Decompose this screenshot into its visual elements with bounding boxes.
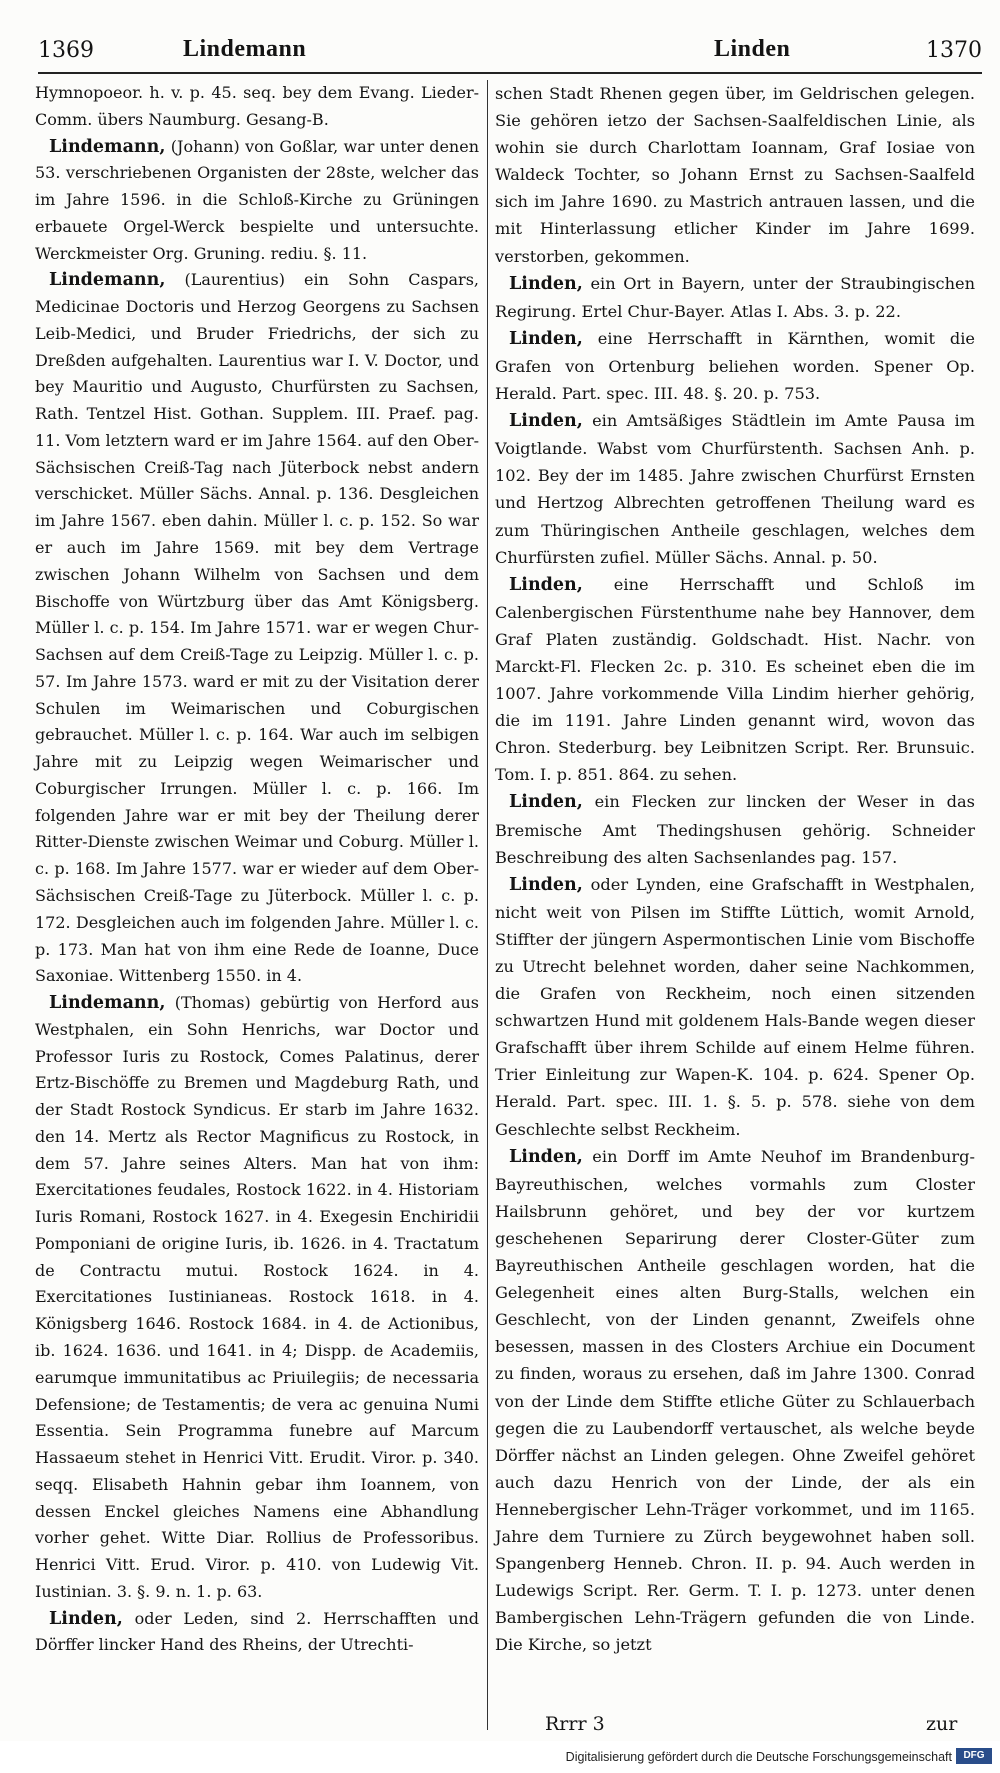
digitization-footer	[0, 1741, 1000, 1773]
header-rule	[38, 72, 982, 74]
entry-paragraph	[35, 267, 479, 990]
entry-text: ein Flecken zur lincken der Weser in das Bremische Amt Thedingshusen gehörig. Schneider Beschreibung des alten Sachsenlandes pag. 157.	[495, 792, 975, 867]
entry-headword: Linden,	[509, 411, 583, 432]
header-catchword-right: Linden	[714, 36, 791, 62]
entry-paragraph	[35, 990, 479, 1606]
right-column	[495, 80, 975, 1658]
entry-paragraph	[35, 80, 479, 134]
entry-paragraph	[495, 80, 975, 270]
entry-text: ein Ort in Bayern, unter der Straubingischen Regirung. Ertel Chur-Bayer. Atlas I. Abs. 3. p. 22.	[495, 273, 975, 321]
entry-text: oder Lynden, eine Grafschafft in Westphalen, nicht weit von Pilsen im Stiffte Lüttich, womit Arnold, Stiffter der jüngern Aspermontischen Linie vom Bischoffe zu Utrecht belehnet worden, daher seine Nachkommen, die Grafen von Reckheim, noch einen sitzenden schwartzen Hund mit goldenem Hals-Bande wegen dieser Grafschafft über ihrem Schilde auf einem Helme führen. Trier Einleitung zur Wapen-K. 104. p. 624. Spener Op. Herald. Part. spec. III. 1. §. 5. p. 578. siehe von dem Geschlechte selbst Reckheim.	[495, 874, 975, 1139]
entry-headword: Lindemann,	[49, 270, 166, 291]
entry-paragraph	[495, 325, 975, 407]
entry-headword: Lindemann,	[49, 993, 166, 1014]
entry-headword: Lindemann,	[49, 136, 166, 157]
entry-paragraph	[495, 270, 975, 325]
page-number-left: 1369	[38, 38, 94, 63]
entry-text: Hymnopoeor. h. v. p. 45. seq. bey dem Evang. Lieder-Comm. übers Naumburg. Gesang-B.	[35, 83, 479, 129]
entry-headword: Linden,	[509, 574, 583, 595]
dfg-logo: DFG	[956, 1748, 992, 1764]
entry-text: eine Herrschafft und Schloß im Calenbergischen Fürstenthume nahe bey Hannover, dem Graf Platen zuständig. Goldschadt. Hist. Nachr. von Marckt-Fl. Flecken 2c. p. 310. Es scheinet eben die im 1007. Jahre vorkommende Villa Lindim hierher gehörig, die im 1191. Jahre Linden genannt wird, wovon das Chron. Stederburg. bey Leibnitzen Script. Rer. Brunsuic. Tom. I. p. 851. 864. zu sehen.	[495, 574, 975, 785]
entry-paragraph	[495, 1143, 975, 1659]
entry-headword: Linden,	[509, 1146, 583, 1167]
entry-headword: Linden,	[509, 273, 583, 294]
entry-paragraph	[495, 571, 975, 789]
entry-headword: Linden,	[509, 328, 583, 349]
entry-text: ein Amtsäßiges Städtlein im Amte Pausa im Voigtlande. Wabst vom Churfürstenth. Sachsen Anh. p. 102. Bey der im 1485. Jahre zwischen Churfürst Ernsten und Hertzog Albrechten getroffenen Theilung ward es zum Thüringischen Antheile geschlagen, welches dem Churfürsten zufiel. Müller Sächs. Annal. p. 50.	[495, 411, 975, 567]
entry-text: (Laurentius) ein Sohn Caspars, Medicinae Doctoris und Herzog Georgens zu Sachsen Leib-Medici, und Bruder Friedrichs, der sich zu Dreßden aufgehalten. Laurentius war I. V. Doctor, und bey Mauritio und Augusto, Churfürsten zu Sachsen, Rath. Tentzel Hist. Gothan. Supplem. III. Praef. pag. 11. Vom letztern ward er im Jahre 1564. auf den Ober-Sächsischen Creiß-Tag nach Jüterbock nebst andern verschicket. Müller Sächs. Annal. p. 136. Desgleichen im Jahre 1567. eben dahin. Müller l. c. p. 152. So war er auch im Jahre 1569. mit bey dem Vertrage zwischen Johann Wilhelm von Sachsen und dem Bischoffe von Würtzburg über das Amt Königsberg. Müller l. c. p. 154. Im Jahre 1571. war er wegen Chur-Sachsen auf dem Creiß-Tage zu Leipzig. Müller l. c. p. 57. Im Jahre 1573. ward er mit zu der Visitation derer Schulen im Weimarischen und Coburgischen gebrauchet. Müller l. c. p. 164. War auch im selbigen Jahre mit zu Leipzig wegen Weimarischer und Coburgischer Irrungen. Müller l. c. p. 166. Im folgenden Jahre war er mit bey der Theilung derer Ritter-Dienste zwischen Weimar und Coburg. Müller l. c. p. 168. Im Jahre 1577. war er wieder auf dem Ober-Sächsischen Creiß-Tage zu Jüterbock. Müller l. c. p. 172. Desgleichen auch im folgenden Jahre. Müller l. c. p. 173. Man hat von ihm eine Rede de Ioanne, Duce Saxoniae. Wittenberg 1550. in 4.	[35, 270, 479, 986]
entry-headword: Linden,	[49, 1608, 123, 1629]
column-divider	[487, 80, 488, 1730]
entry-paragraph	[495, 407, 975, 571]
entry-paragraph	[35, 1606, 479, 1660]
entry-text: ein Dorff im Amte Neuhof im Brandenburg-Bayreuthischen, welches vormahls zum Closter Hailsbrunn gehöret, und bey der vor kurtzem geschehenen Separirung derer Closter-Güter zum Bayreuthischen Antheile geschlagen worden, hat die Gelegenheit eines alten Burg-Stalls, welchen ein Geschlecht, von der Linden genannt, Zweifels ohne besessen, massen in des Closters Archiue ein Document zu finden, woraus zu ersehen, daß im Jahre 1300. Conrad von der Linde dem Stiffte etliche Güter zu Schlauerbach gegen die zu Laubendorff vertauschet, als welche beyde Dörffer nächst an Linden gelegen. Ohne Zweifel gehöret auch dazu Henrich von der Linde, der als ein Hennebergischer Lehn-Träger vorkommet, und im 1165. Jahre dem Turniere zu Zürch beygewohnet haben soll. Spangenberg Henneb. Chron. II. p. 94. Auch werden in Ludewigs Script. Rer. Germ. T. I. p. 1273. unter denen Bambergischen Lehn-Trägern gefunden die von Linde. Die Kirche, so jetzt	[495, 1146, 975, 1655]
entry-text: oder Leden, sind 2. Herrschafften und Dörffer lincker Hand des Rheins, der Utrechti-	[35, 1608, 479, 1655]
entry-paragraph	[35, 134, 479, 268]
catchword: zur	[926, 1713, 958, 1735]
left-column	[35, 80, 479, 1659]
entry-text: eine Herrschafft in Kärnthen, womit die Grafen von Ortenburg beliehen worden. Spener Op. Herald. Part. spec. III. 48. §. 20. p. 753.	[495, 328, 975, 404]
entry-text: (Johann) von Goßlar, war unter denen 53. verschriebenen Organisten der 28ste, welcher das im Jahre 1596. in die Schloß-Kirche zu Grüningen erbauete Orgel-Werck bespielte und untersuchte. Werckmeister Org. Gruning. rediu. §. 11.	[35, 136, 479, 263]
entry-paragraph	[495, 871, 975, 1143]
header-catchword-left: Lindemann	[183, 36, 307, 62]
running-header	[38, 34, 982, 76]
entry-text: schen Stadt Rhenen gegen über, im Geldrischen gelegen. Sie gehören ietzo der Sachsen-Saalfeldischen Linie, als wohin sie durch Charlottam Ioannam, Graf Iosiae von Waldeck Tochter, so Johann Ernst zu Sachsen-Saalfeld sich im Jahre 1690. zu Mastrich antrauen lassen, und die mit Hinterlassung etlicher Kinder im Jahre 1699. verstorben, gekommen.	[495, 84, 975, 266]
entry-headword: Linden,	[509, 874, 583, 895]
signature-mark: Rrrr 3	[545, 1713, 605, 1735]
footer-credit: Digitalisierung gefördert durch die Deutsche Forschungsgemeinschaft	[565, 1750, 952, 1764]
entry-headword: Linden,	[509, 792, 583, 813]
page-number-right: 1370	[926, 38, 982, 63]
entry-text: (Thomas) gebürtig von Herford aus Westphalen, ein Sohn Henrichs, war Doctor und Professor Iuris zu Rostock, Comes Palatinus, derer Ertz-Bischöffe zu Bremen und Magdeburg Rath, und der Stadt Rostock Syndicus. Er starb im Jahre 1632. den 14. Mertz als Rector Magnificus zu Rostock, in dem 57. Jahre seines Alters. Man hat von ihm: Exercitationes feudales, Rostock 1622. in 4. Historiam Iuris Romani, Rostock 1627. in 4. Exegesin Enchiridii Pomponiani de origine Iuris, ib. 1626. in 4. Tractatum de Contractu mutui. Rostock 1624. in 4. Exercitationes Iustinianeas. Rostock 1618. in 4. Königsberg 1646. Rostock 1684. in 4. de Actionibus, ib. 1624. 1636. und 1641. in 4; Dispp. de Academiis, earumque immunitatibus ac Priuilegiis; de necessaria Defensione; de Testamentis; de vera ac genuina Numi Essentia. Sein Programma funebre auf Marcum Hassaeum stehet in Henrici Vitt. Erudit. Viror. p. 340. seqq. Elisabeth Hahnin gebar ihm Ioannem, von dessen Enckel gleiches Namens eine Abhandlung vorher gehet. Witte Diar. Rollius de Professoribus. Henrici Vitt. Erud. Viror. p. 410. von Ludewig Vit. Iustinian. 3. §. 9. n. 1. p. 63.	[35, 993, 479, 1601]
entry-paragraph	[495, 788, 975, 870]
